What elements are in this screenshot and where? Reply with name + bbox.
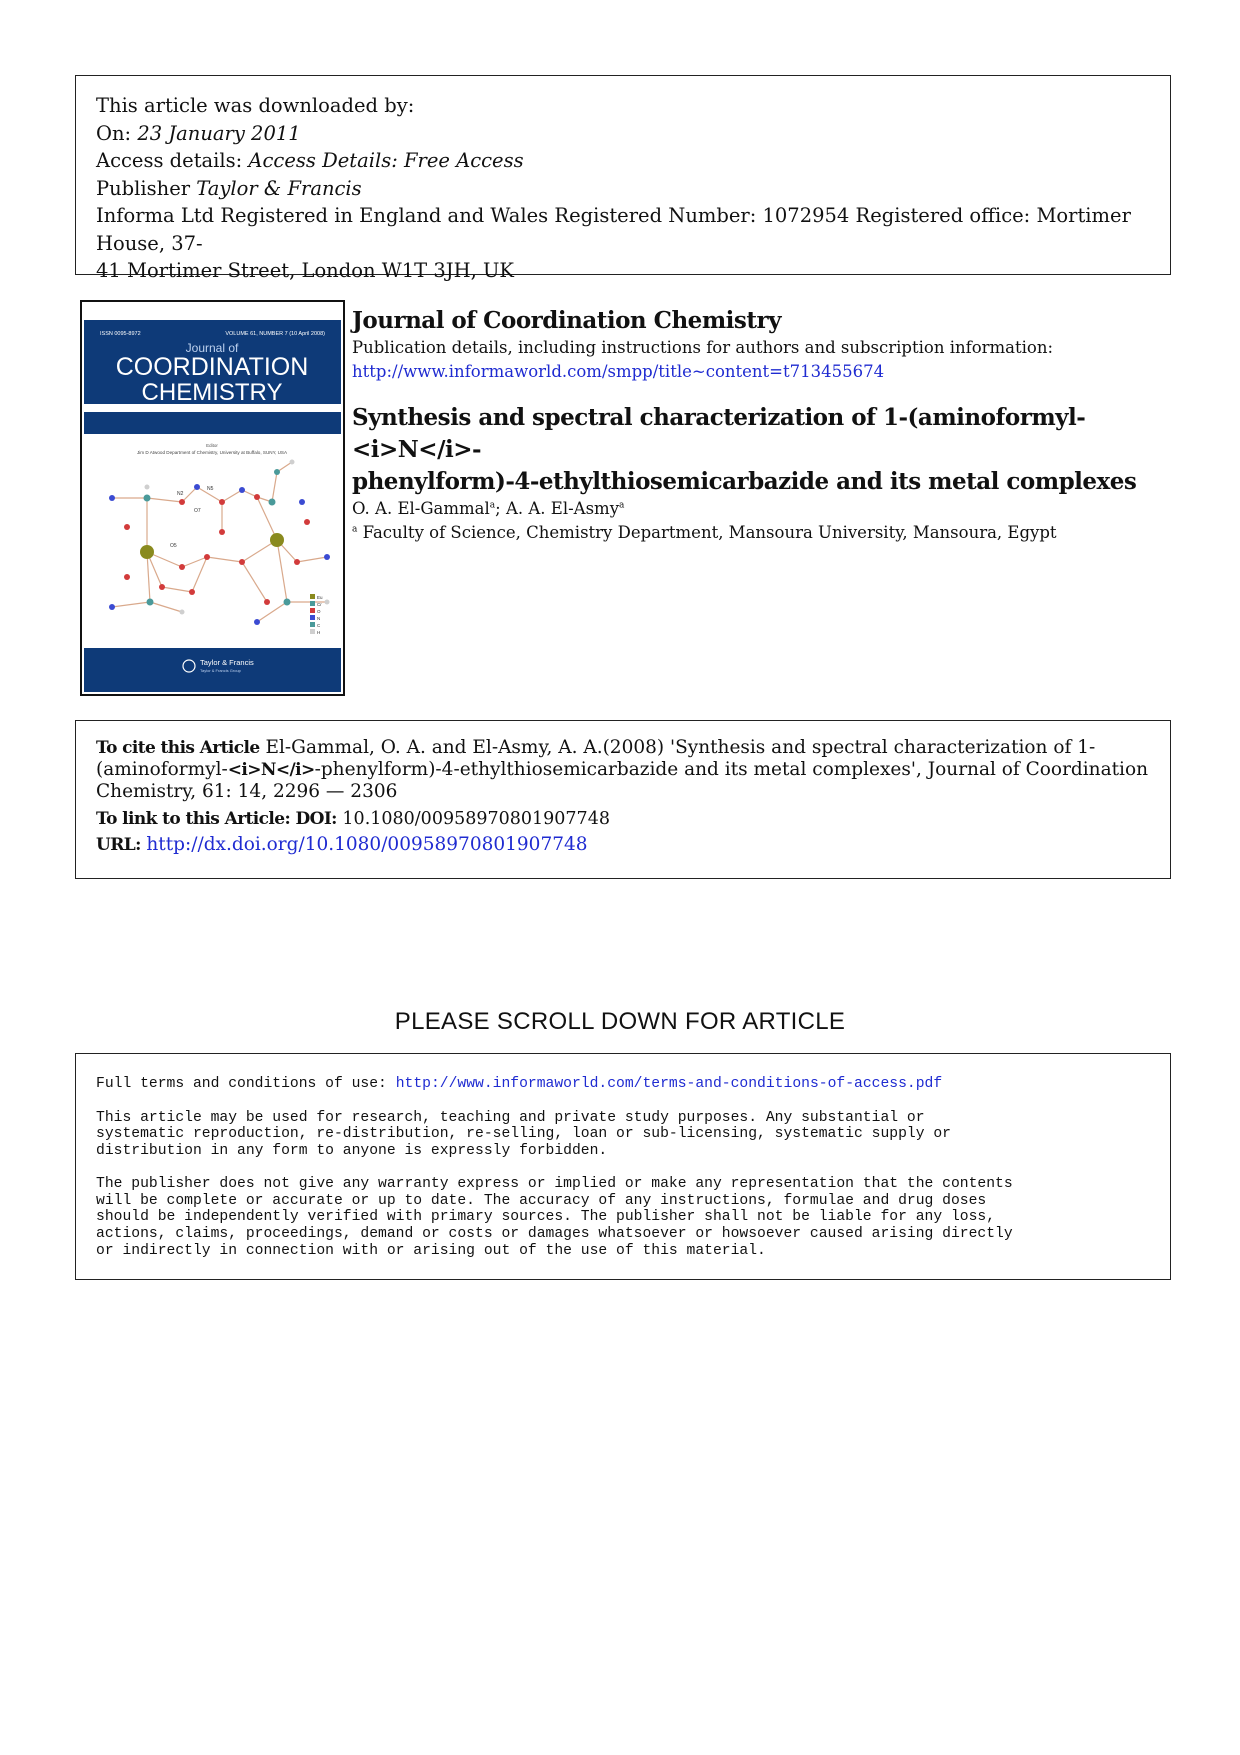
doi-url-link[interactable]: http://dx.doi.org/10.1080/00958970801907748 — [146, 834, 588, 855]
citation-box — [75, 720, 1171, 879]
publisher-value: Taylor & Francis — [196, 176, 362, 200]
on-value: 23 January 2011 — [137, 121, 301, 145]
cover-issn: ISSN 0095-8972 — [100, 331, 141, 337]
terms-paragraph-1: This article may be used for research, teaching and private study purposes. Any substantial or systematic reproduction, re-distribution, re-selling, loan or sub-licensing, systematic supply or distribution in any form to anyone is expressly forbidden. — [96, 1109, 951, 1160]
svg-text:Cr: Cr — [317, 602, 322, 607]
cite-text-bold: <i>N</i> — [227, 760, 315, 780]
publication-details: Publication details, including instructions for authors and subscription information: — [352, 338, 1054, 357]
doi-label: To link to this Article: DOI: — [96, 809, 337, 829]
access-value: Access Details: Free Access — [248, 149, 524, 172]
cite-text-b: (aminoformyl- — [96, 759, 228, 780]
author-1-sup: a — [489, 500, 496, 511]
access-label: Access details: — [96, 149, 243, 172]
publisher-label: Publisher — [96, 176, 191, 200]
cover-editor-name: Jim D Atwood Department of Chemistry, University at Buffalo, SUNY, USA — [136, 450, 288, 455]
cite-label: To cite this Article — [96, 738, 260, 758]
author-1: O. A. El-Gammal — [352, 499, 490, 518]
author-2-sup: a — [619, 500, 625, 511]
article-title-line-2: phenylform)-4-ethylthiosemicarbazide and its metal complexes — [352, 468, 1137, 495]
cover-editor-label: Editor — [206, 443, 218, 448]
journal-url-link[interactable]: http://www.informaworld.com/smpp/title~content=t713455674 — [352, 362, 885, 381]
url-row — [96, 833, 1150, 857]
article-title — [352, 402, 1172, 498]
affiliation-sup: a — [352, 524, 358, 535]
svg-text:Eu: Eu — [317, 595, 323, 600]
doi-row — [96, 807, 1150, 831]
publisher-line — [96, 175, 1150, 203]
atom-label-o5: O5 — [170, 543, 177, 549]
informa-line-2: 41 Mortimer Street, London W1T 3JH, UK — [96, 259, 515, 282]
cite-text-d: Chemistry, 61: 14, 2296 — 2306 — [96, 781, 398, 802]
svg-text:N: N — [317, 616, 321, 621]
cite-text-a: El-Gammal, O. A. and El-Asmy, A. A.(2008) 'Synthesis and spectral characterization of 1- — [259, 737, 1096, 758]
downloaded-by-line: This article was downloaded by: — [96, 94, 415, 117]
terms-paragraph-2: The publisher does not give any warranty express or implied or make any representation that the contents will be complete or accurate or up to date. The accuracy of any instructions, formulae and drug doses should be independently verified with primary sources. The publisher shall not be liable for any loss, actions, claims, proceedings, demand or costs or damages whatsoever or howsoever caused arising directly or indirectly in connection with or arising out of the use of this material. — [96, 1175, 1013, 1259]
cover-volume: VOLUME 61, NUMBER 7 (10 April 2008) — [225, 331, 325, 337]
journal-title: Journal of Coordination Chemistry — [352, 307, 781, 334]
article-title-line-1: Synthesis and spectral characterization of 1-(aminoformyl-<i>N</i>- — [352, 404, 1086, 463]
svg-text:O: O — [317, 609, 321, 614]
cover-publisher-logo: Taylor & Francis — [200, 658, 254, 667]
download-date-line — [96, 120, 1150, 148]
cover-graphic — [82, 302, 343, 694]
atom-label-n5: N5 — [207, 486, 214, 492]
access-details-line — [96, 147, 1150, 175]
terms-url-link[interactable]: http://www.informaworld.com/terms-and-conditions-of-access.pdf — [395, 1076, 943, 1092]
journal-info — [352, 306, 1172, 546]
terms-box — [75, 1053, 1171, 1280]
svg-text:H: H — [317, 630, 321, 635]
scroll-notice: PLEASE SCROLL DOWN FOR ARTICLE — [394, 1008, 846, 1035]
article-authors — [352, 498, 1172, 520]
informa-line-1: Informa Ltd Registered in England and Wales Registered Number: 1072954 Registered office: Mortimer House, 37- — [96, 204, 1131, 255]
atom-label-n2: N2 — [177, 491, 184, 497]
cite-paragraph — [96, 737, 1150, 802]
terms-intro-line — [96, 1076, 1150, 1093]
cover-journal-of: Journal of — [185, 341, 239, 355]
cover-coordination: COORDINATION — [115, 353, 309, 381]
cite-text-c: -phenylform)-4-ethylthiosemicarbazide and its metal complexes', Journal of Coordination — [314, 759, 1149, 780]
cover-chemistry: CHEMISTRY — [141, 379, 283, 406]
doi-value: 10.1080/00958970801907748 — [336, 809, 610, 829]
atom-label-o7: O7 — [194, 508, 201, 514]
url-label: URL: — [96, 835, 141, 855]
article-affiliation — [352, 520, 1172, 546]
cover-publisher-sub: Taylor & Francis Group — [200, 668, 241, 673]
download-info-box — [75, 75, 1171, 282]
author-2: ; A. A. El-Asmy — [495, 499, 620, 518]
svg-text:C: C — [317, 623, 321, 628]
journal-cover-image[interactable] — [80, 300, 345, 696]
on-label: On: — [96, 121, 132, 145]
affiliation-text: Faculty of Science, Chemistry Department, Mansoura University, Mansoura, Egypt — [362, 523, 1057, 542]
terms-intro: Full terms and conditions of use: — [96, 1076, 396, 1092]
